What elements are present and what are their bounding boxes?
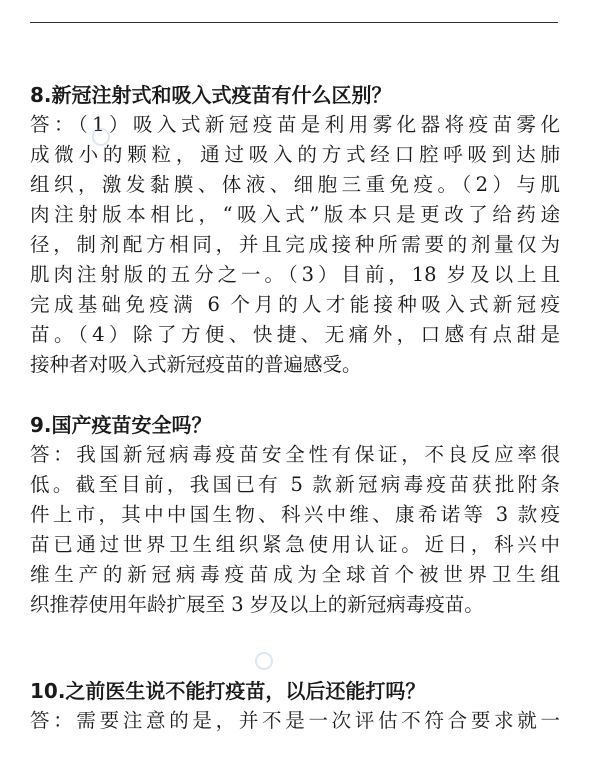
answer-line: 径，制剂配方相同，并且完成接种所需要的剂量仅为 [30,233,560,256]
answer-line: 苗已通过世界卫生组织紧急使用认证。近日，科兴中 [30,533,560,556]
answer-line: 答：需要注意的是，并不是一次评估不符合要求就一 [30,709,560,732]
answer-line: 答：我国新冠病毒疫苗安全性有保证，不良反应率很 [30,443,560,466]
qa-block-9 [30,410,560,620]
answer-line: 组织，激发黏膜、体液、细胞三重免疫。（2）与肌 [30,173,560,196]
question-title: 10.之前医生说不能打疫苗，以后还能打吗？ [30,679,426,703]
answer-line: 完成基础免疫满 6 个月的人才能接种吸入式新冠疫 [30,293,560,316]
watermark-mark [92,128,110,146]
top-divider [30,22,558,23]
answer-line: 维生产的新冠病毒疫苗成为全球首个被世界卫生组 [30,563,560,586]
answer-line: 织推荐使用年龄扩展至 3 岁及以上的新冠病毒疫苗。 [30,593,484,616]
answer-line: 苗。（4）除了方便、快捷、无痛外，口感有点甜是 [30,323,560,346]
answer-line: 低。截至目前，我国已有 5 款新冠病毒疫苗获批附条 [30,473,560,496]
question-title: 8.新冠注射式和吸入式疫苗有什么区别？ [30,83,392,107]
qa-block-8 [30,80,560,380]
answer-line: 接种者对吸入式新冠疫苗的普遍感受。 [30,353,362,376]
answer-line: 答：（1）吸入式新冠疫苗是利用雾化器将疫苗雾化 [30,113,560,136]
answer-line: 件上市，其中中国生物、科兴中维、康希诺等 3 款疫 [30,503,560,526]
watermark-mark [255,652,273,670]
answer-line: 肌肉注射版的五分之一。（3）目前，18 岁及以上且 [30,263,560,286]
question-title: 9.国产疫苗安全吗？ [30,413,212,437]
qa-block-10 [30,676,560,736]
answer-line: 成微小的颗粒，通过吸入的方式经口腔呼吸到达肺 [30,143,560,166]
answer-line: 肉注射版本相比，“吸入式”版本只是更改了给药途 [30,203,560,226]
